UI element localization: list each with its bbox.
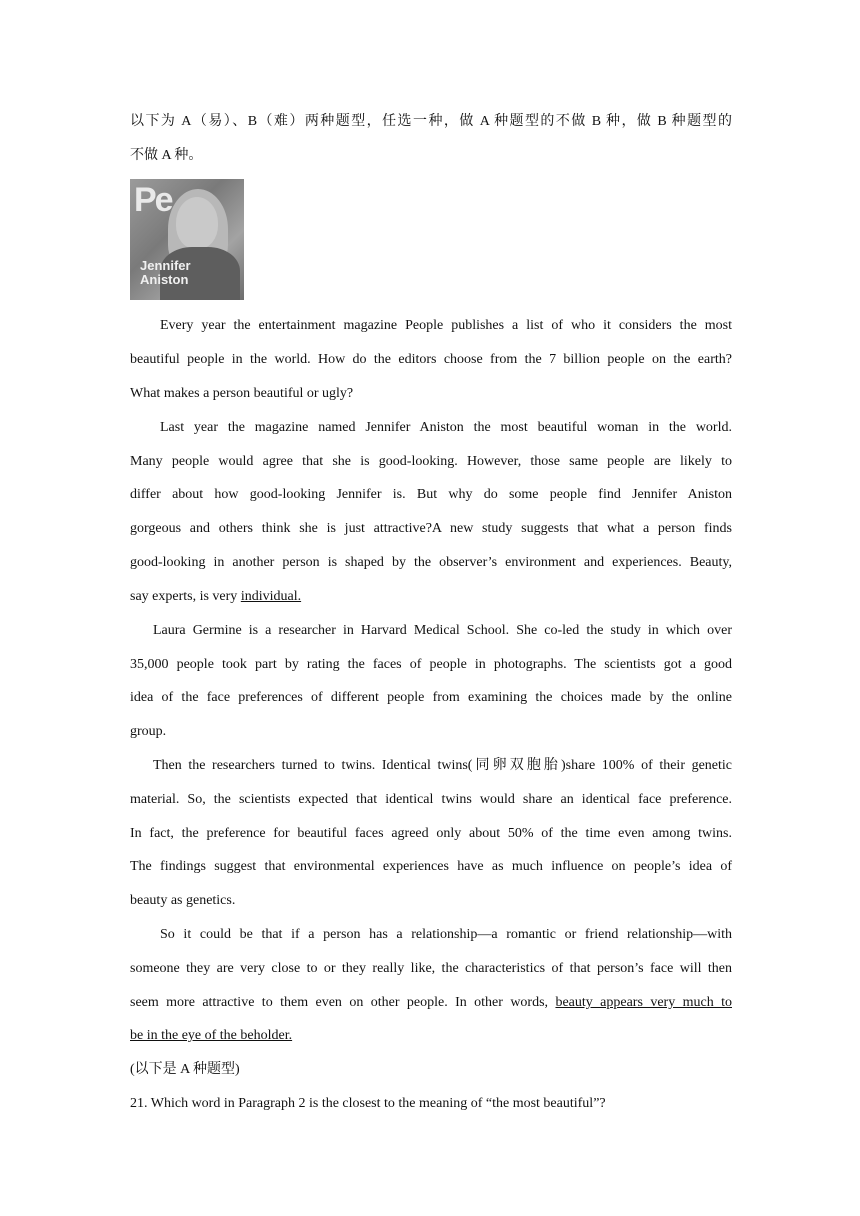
underlined-phrase: be in the eye of the beholder. xyxy=(130,1028,293,1043)
paragraph-5-line: seem more attractive to them even on other people. In other words, beauty appears very much to xyxy=(130,995,732,1010)
paragraph-3-line: group. xyxy=(130,724,167,739)
paragraph-3-line: Laura Germine is a researcher in Harvard Medical School. She co-led the study in which over xyxy=(153,623,732,638)
section-label: (以下是 A 种题型) xyxy=(130,1062,240,1077)
paragraph-1-line: What makes a person beautiful or ugly? xyxy=(130,386,354,401)
paragraph-4-line: In fact, the preference for beautiful faces agreed only about 50% of the time even among twins. xyxy=(130,826,732,841)
paragraph-4-line: beauty as genetics. xyxy=(130,893,236,908)
paragraph-1-line: beautiful people in the world. How do the editors choose from the 7 billion people on the earth? xyxy=(130,352,732,367)
underlined-phrase: beauty appears very much to xyxy=(555,995,732,1010)
paragraph-5-line: So it could be that if a person has a relationship—a romantic or friend relationship—with xyxy=(160,927,732,942)
paragraph-4-line: Then the researchers turned to twins. Identical twins(同卵双胞胎)share 100% of their genetic xyxy=(153,758,732,773)
paragraph-5-line: someone they are very close to or they really like, the characteristics of that person’s face will then xyxy=(130,961,732,976)
paragraph-1-line: Every year the entertainment magazine People publishes a list of who it considers the most xyxy=(160,318,732,333)
paragraph-2-line: good-looking in another person is shaped by the observer’s environment and experiences. Beauty, xyxy=(130,555,732,570)
paragraph-3-line: idea of the face preferences of different people from examining the choices made by the online xyxy=(130,690,732,705)
paragraph-4-line: The findings suggest that environmental experiences have as much influence on people’s idea of xyxy=(130,859,732,874)
paragraph-5-line xyxy=(130,1026,732,1046)
paragraph-2-line: Last year the magazine named Jennifer Aniston the most beautiful woman in the world. xyxy=(160,420,732,435)
paragraph-4-line: material. So, the scientists expected that identical twins would share an identical face preference. xyxy=(130,792,732,807)
paragraph-2-line: Many people would agree that she is good-looking. However, those same people are likely to xyxy=(130,454,732,469)
intro-line-2: 不做 A 种。 xyxy=(130,148,203,163)
cover-name: Jennifer Aniston xyxy=(140,258,191,287)
paragraph-2-line: differ about how good-looking Jennifer is. But why do some people find Jennifer Aniston xyxy=(130,487,732,502)
paragraph-2-line: say experts, is very individual. xyxy=(130,589,302,604)
magazine-logo: Pe xyxy=(134,181,172,219)
paragraph-2-line: gorgeous and others think she is just attractive?A new study suggests that what a person finds xyxy=(130,521,732,536)
underlined-word: individual. xyxy=(240,589,302,604)
intro-line-1: 以下为 A（易）、B（难）两种题型，任选一种，做 A 种题型的不做 B 种，做 B 种题型的 xyxy=(130,114,732,129)
paragraph-3-line: 35,000 people took part by rating the faces of people in photographs. The scientists got a good xyxy=(130,657,732,672)
magazine-cover-image xyxy=(130,179,244,300)
question-21: 21. Which word in Paragraph 2 is the closest to the meaning of “the most beautiful”? xyxy=(130,1096,606,1111)
